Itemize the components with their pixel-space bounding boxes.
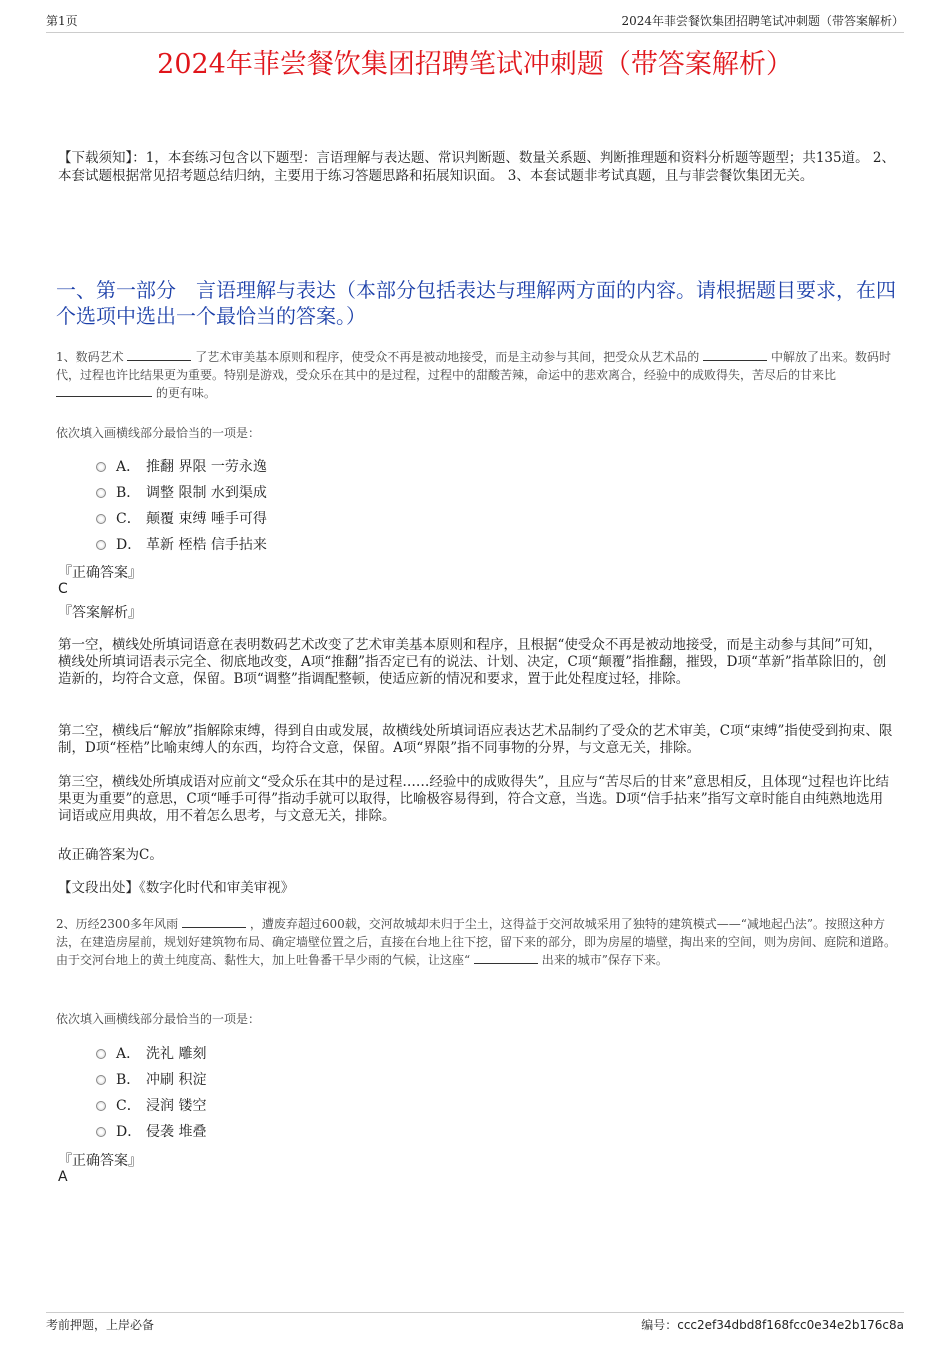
question-2-stem bbox=[56, 915, 901, 969]
page-title: 2024年菲尝餐饮集团招聘笔试冲刺题（带答案解析） bbox=[157, 49, 793, 80]
radio-icon[interactable] bbox=[96, 462, 106, 472]
option-letter: A． bbox=[116, 1046, 141, 1062]
option-text: 浸润 镂空 bbox=[146, 1098, 207, 1114]
download-notice: 【下载须知】：1，本套练习包含以下题型：言语理解与表达题、常识判断题、数量关系题、判断推理题和资料分析题等题型；共135道。 2、本套试题根据常见招考题总结归纳，主要用于练习答题思路和拓展知识面。 3、本套试题非考试真题，且与菲尝餐饮集团无关。 bbox=[58, 150, 895, 184]
q1-blank-1 bbox=[127, 348, 191, 361]
q1-analysis-para-3: 第三空，横线处所填成语对应前文“受众乐在其中的是过程……经验中的成败得失”，且应与“苦尽后的甘来”意思相反，且体现“过程也许比结果更为重要”的意思，C项“唾手可得”指动手就可以取得，比喻极容易得到，符合文意，当选。D项“信手拈来”指写文章时能自由纯熟地选用词语或应用典故，用不着怎么思考，与文意无关，排除。 bbox=[58, 774, 890, 824]
q2-text-1: 2、历经2300多年风雨 bbox=[56, 917, 179, 931]
q1-answer-label: 『正确答案』 bbox=[58, 565, 142, 581]
radio-icon[interactable] bbox=[96, 1075, 106, 1085]
q1-text-3: 中解放了出来。数码时代，过程也许比结果更为重要。特别是游戏，受众乐在其中的是过程，过程中的甜酸苦辣，命运中的悲欢离合，经验中的成败得失，苦尽后的甘来比 bbox=[56, 350, 891, 382]
q2-option-b[interactable] bbox=[96, 1066, 206, 1092]
question-1-stem bbox=[56, 348, 901, 402]
page-header bbox=[46, 12, 904, 33]
option-text: 颠覆 束缚 唾手可得 bbox=[146, 511, 267, 527]
radio-icon[interactable] bbox=[96, 1049, 106, 1059]
q2-option-d[interactable] bbox=[96, 1118, 206, 1144]
q2-text-2: ，遭废弃超过600载，交河故城却未归于尘土，这得益于交河故城采用了独特的建筑模式——“减地起凸法”。按照这种方法，在建造房屋前，规划好建筑物布局、确定墙壁位置之后，直接在台地上往下挖，留下来的部分，即为房屋的墙壁，掏出来的空间，则为房间、庭院和道路。由于交河台地上的黄土纯度高、黏性大，加上吐鲁番干旱少雨的气候，让这座“ bbox=[56, 917, 897, 967]
option-text: 革新 桎梏 信手拈来 bbox=[146, 537, 267, 553]
q2-prompt: 依次填入画横线部分最恰当的一项是： bbox=[56, 1012, 261, 1026]
q1-text-1: 1、数码艺术 bbox=[56, 350, 124, 364]
q1-analysis-para-2: 第二空，横线后“解放”指解除束缚，得到自由或发展，故横线处所填词语应表达艺术品制约了受众的艺术审美，C项“束缚”指使受到拘束、限制，D项“桎梏”比喻束缚人的东西，均符合文意，保留。A项“界限”指不同事物的分界，与文意无关，排除。 bbox=[58, 723, 893, 756]
option-text: 冲刷 积淀 bbox=[146, 1072, 207, 1088]
q1-options bbox=[96, 453, 267, 557]
page-footer bbox=[46, 1312, 904, 1333]
option-text: 推翻 界限 一劳永逸 bbox=[146, 459, 267, 475]
option-text: 洗礼 雕刻 bbox=[146, 1046, 207, 1062]
q1-option-b[interactable] bbox=[96, 479, 267, 505]
footer-slogan: 考前押题，上岸必备 bbox=[46, 1318, 155, 1332]
q1-source: 【文段出处】《数字化时代和审美审视》 bbox=[58, 880, 295, 896]
option-letter: C． bbox=[116, 1098, 141, 1114]
q1-option-d[interactable] bbox=[96, 531, 267, 557]
option-letter: A． bbox=[116, 459, 141, 475]
radio-icon[interactable] bbox=[96, 1127, 106, 1137]
radio-icon[interactable] bbox=[96, 540, 106, 550]
q1-option-a[interactable] bbox=[96, 453, 267, 479]
option-letter: B． bbox=[116, 1072, 141, 1088]
q1-blank-2 bbox=[703, 348, 767, 361]
option-text: 侵袭 堆叠 bbox=[146, 1124, 207, 1140]
footer-code-label: 编号： bbox=[641, 1318, 678, 1332]
q1-answer: C bbox=[58, 581, 68, 597]
q1-prompt: 依次填入画横线部分最恰当的一项是： bbox=[56, 426, 261, 440]
q2-answer: A bbox=[58, 1169, 68, 1185]
q2-blank-2 bbox=[474, 951, 538, 964]
q1-analysis-para-1: 第一空，横线处所填词语意在表明数码艺术改变了艺术审美基本原则和程序，且根据“使受众不再是被动地接受，而是主动参与其间”可知，横线处所填词语表示完全、彻底地改变，A项“推翻”指否定已有的说法、计划、决定，C项“颠覆”指推翻，摧毁，D项“革新”指革除旧的，创造新的，均符合文意，保留。B项“调整”指调配整顿，使适应新的情况和要求，置于此处程度过轻，排除。 bbox=[58, 637, 887, 687]
radio-icon[interactable] bbox=[96, 514, 106, 524]
page-number: 第1页 bbox=[46, 14, 78, 28]
footer-code bbox=[641, 1316, 904, 1333]
radio-icon[interactable] bbox=[96, 1101, 106, 1111]
header-doc-title: 2024年菲尝餐饮集团招聘笔试冲刺题（带答案解析） bbox=[621, 14, 904, 28]
q2-blank-1 bbox=[182, 915, 246, 928]
q1-text-2: 了艺术审美基本原则和程序，使受众不再是被动地接受，而是主动参与其间，把受众从艺术品的 bbox=[195, 350, 700, 364]
option-letter: D． bbox=[116, 537, 142, 553]
q1-text-4: 的更有味。 bbox=[155, 386, 216, 400]
q2-answer-label: 『正确答案』 bbox=[58, 1153, 142, 1169]
option-text: 调整 限制 水到渠成 bbox=[146, 485, 267, 501]
q1-analysis-conclusion: 故正确答案为C。 bbox=[58, 847, 163, 863]
q2-options bbox=[96, 1040, 206, 1144]
q1-option-c[interactable] bbox=[96, 505, 267, 531]
footer-code-value: ccc2ef34dbd8f168fcc0e34e2b176c8a bbox=[677, 1318, 904, 1332]
q2-option-a[interactable] bbox=[96, 1040, 206, 1066]
q2-option-c[interactable] bbox=[96, 1092, 206, 1118]
option-letter: D． bbox=[116, 1124, 142, 1140]
q2-text-3: 出来的城市”保存下来。 bbox=[541, 953, 668, 967]
option-letter: B． bbox=[116, 485, 141, 501]
option-letter: C． bbox=[116, 511, 141, 527]
radio-icon[interactable] bbox=[96, 488, 106, 498]
q1-blank-3 bbox=[56, 384, 152, 397]
q1-analysis-label: 『答案解析』 bbox=[58, 605, 142, 621]
section-title: 一、第一部分 言语理解与表达（本部分包括表达与理解两方面的内容。请根据题目要求，在四个选项中选出一个最恰当的答案。） bbox=[56, 278, 896, 328]
